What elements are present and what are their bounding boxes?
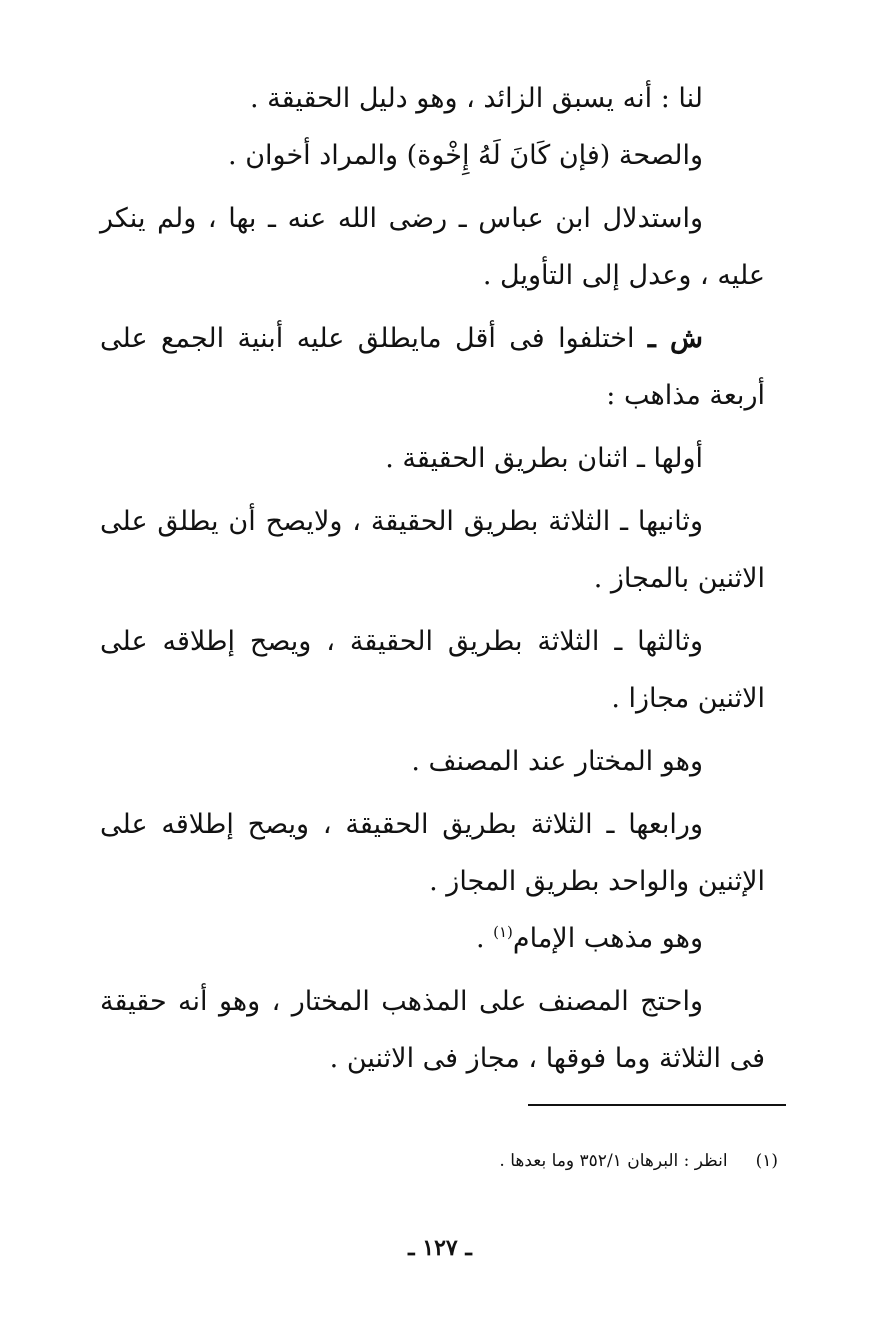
- paragraph-7-text: وثالثها ـ الثلاثة بطريق الحقيقة ، ويصح إطلاقه على الاثنين مجازا .: [100, 626, 765, 714]
- paragraph-3-text: واستدلال ابن عباس ـ رضى الله عنه ـ بها ، ولم ينكر عليه ، وعدل إلى التأويل .: [100, 203, 765, 291]
- paragraph-2-text: والصحة (فإن كَانَ لَهُ إِخْوة) والمراد أخوان .: [228, 140, 703, 171]
- footnote: [300, 1146, 778, 1176]
- paragraph-8: [100, 733, 765, 790]
- paragraph-11: [100, 973, 765, 1087]
- paragraph-4: [100, 310, 765, 424]
- paragraph-9: [100, 796, 765, 910]
- paragraph-10: [100, 910, 765, 967]
- paragraph-9-text: ورابعها ـ الثلاثة بطريق الحقيقة ، ويصح إطلاقه على الإثنين والواحد بطريق المجاز .: [100, 809, 765, 897]
- footnote-separator: [528, 1104, 786, 1106]
- paragraph-5: [100, 430, 765, 487]
- paragraph-6-text: وثانيها ـ الثلاثة بطريق الحقيقة ، ولايصح أن يطلق على الاثنين بالمجاز .: [100, 506, 765, 594]
- paragraph-10-text: وهو مذهب الإمام: [512, 923, 703, 954]
- paragraph-4-text: اختلفوا فى أقل مايطلق عليه أبنية الجمع على أربعة مذاهب :: [100, 323, 765, 411]
- page-number: ـ ١٢٧ ـ: [408, 1235, 472, 1261]
- paragraph-5-text: أولها ـ اثنان بطريق الحقيقة .: [385, 443, 703, 474]
- footnote-reference: (١): [493, 923, 513, 941]
- paragraph-8-text: وهو المختار عند المصنف .: [411, 746, 703, 777]
- paragraph-2: [100, 127, 765, 184]
- paragraph-10-end: .: [475, 923, 494, 954]
- paragraph-1: [100, 70, 765, 127]
- paragraph-1-text: لنا : أنه يسبق الزائد ، وهو دليل الحقيقة .: [250, 83, 703, 114]
- paragraph-7: [100, 613, 765, 727]
- paragraph-11-text: واحتج المصنف على المذهب المختار ، وهو أنه حقيقة فى الثلاثة وما فوقها ، مجاز فى الاثنين .: [100, 986, 765, 1074]
- footnote-text: انظر : البرهان ٣٥٢/١ وما بعدها .: [499, 1151, 728, 1171]
- footnote-number: (١): [755, 1151, 778, 1171]
- paragraph-3: [100, 190, 765, 304]
- paragraph-6: [100, 493, 765, 607]
- commentary-marker: ش ـ: [647, 323, 703, 354]
- main-text: [100, 70, 765, 1087]
